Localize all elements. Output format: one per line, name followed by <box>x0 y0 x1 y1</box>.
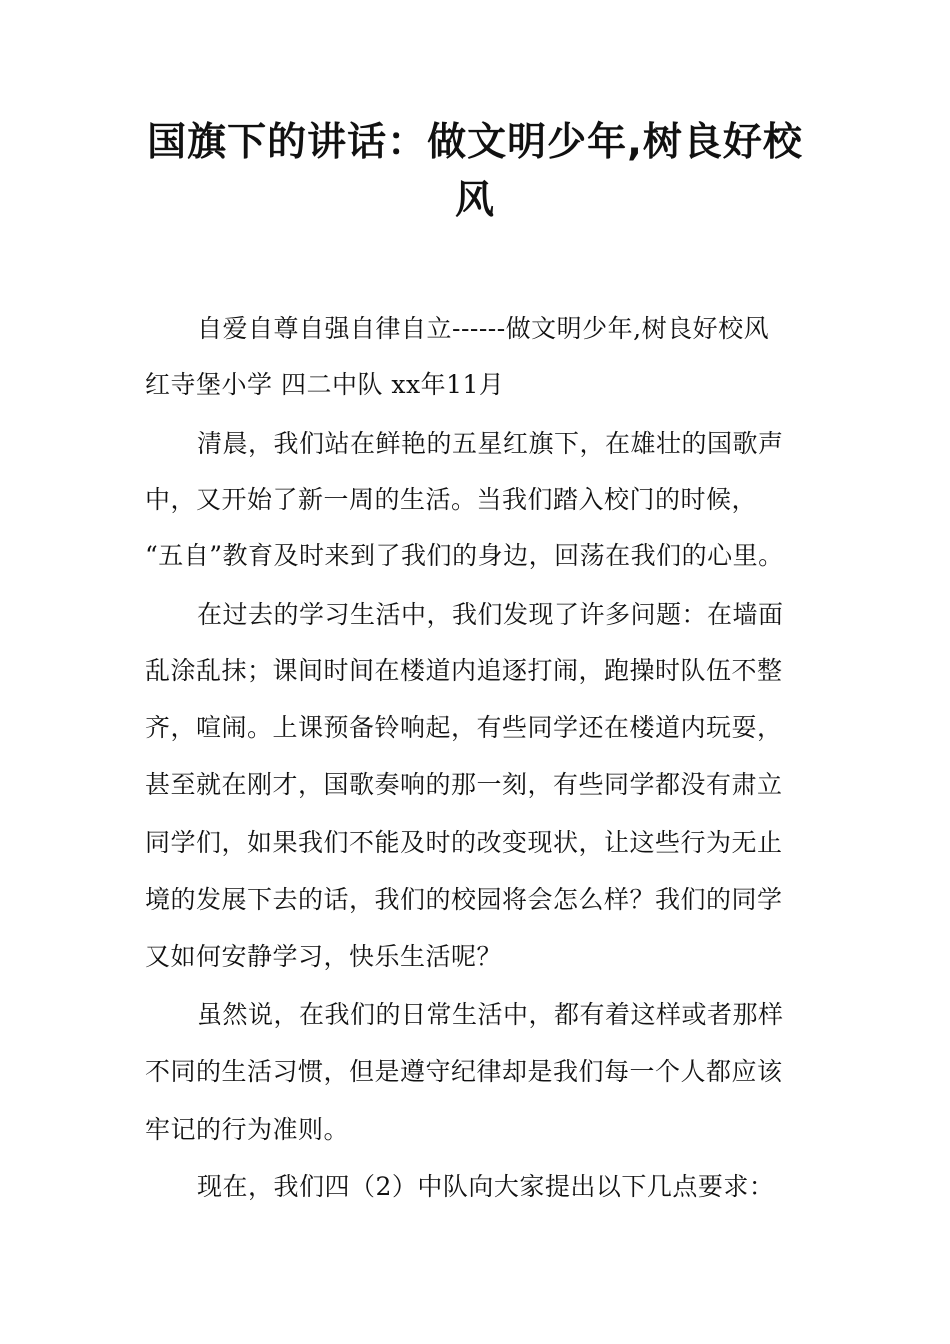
paragraph-2-line-2: 乱涂乱抹；课间时间在楼道内追逐打闹，跑操时队伍不整 <box>145 656 783 685</box>
byline: 红寺堡小学 四二中队 xx年11月 <box>145 370 505 399</box>
document-title-line-1: 国旗下的讲话：做文明少年,树良好校 <box>147 120 803 165</box>
paragraph-2-line-5: 同学们，如果我们不能及时的改变现状，让这些行为无止 <box>145 828 783 857</box>
paragraph-2-line-6: 境的发展下去的话，我们的校园将会怎么样？我们的同学 <box>145 885 783 914</box>
paragraph-2-line-7: 又如何安静学习，快乐生活呢？ <box>145 942 503 971</box>
paragraph-4-line-1: 现在，我们四（2）中队向大家提出以下几点要求： <box>197 1172 775 1201</box>
paragraph-1-line-2: 中，又开始了新一周的生活。当我们踏入校门的时候， <box>145 485 758 514</box>
paragraph-3-line-3: 牢记的行为准则。 <box>145 1115 350 1144</box>
paragraph-2-line-1: 在过去的学习生活中，我们发现了许多问题：在墙面 <box>197 600 784 629</box>
paragraph-3-line-1: 虽然说，在我们的日常生活中，都有着这样或者那样 <box>197 1000 784 1029</box>
paragraph-2-line-3: 齐，喧闹。上课预备铃响起，有些同学还在楼道内玩耍， <box>145 713 783 742</box>
document-title-line-2: 风 <box>454 178 495 223</box>
paragraph-1-line-1: 清晨，我们站在鲜艳的五星红旗下，在雄壮的国歌声 <box>197 429 784 458</box>
paragraph-2-line-4: 甚至就在刚才，国歌奏响的那一刻，有些同学都没有肃立 <box>145 770 783 799</box>
subtitle-line: 自爱自尊自强自律自立------做文明少年,树良好校风 <box>197 314 770 343</box>
paragraph-1-line-3: “五自”教育及时来到了我们的身边，回荡在我们的心里。 <box>145 541 784 570</box>
paragraph-3-line-2: 不同的生活习惯，但是遵守纪律却是我们每一个人都应该 <box>145 1057 783 1086</box>
